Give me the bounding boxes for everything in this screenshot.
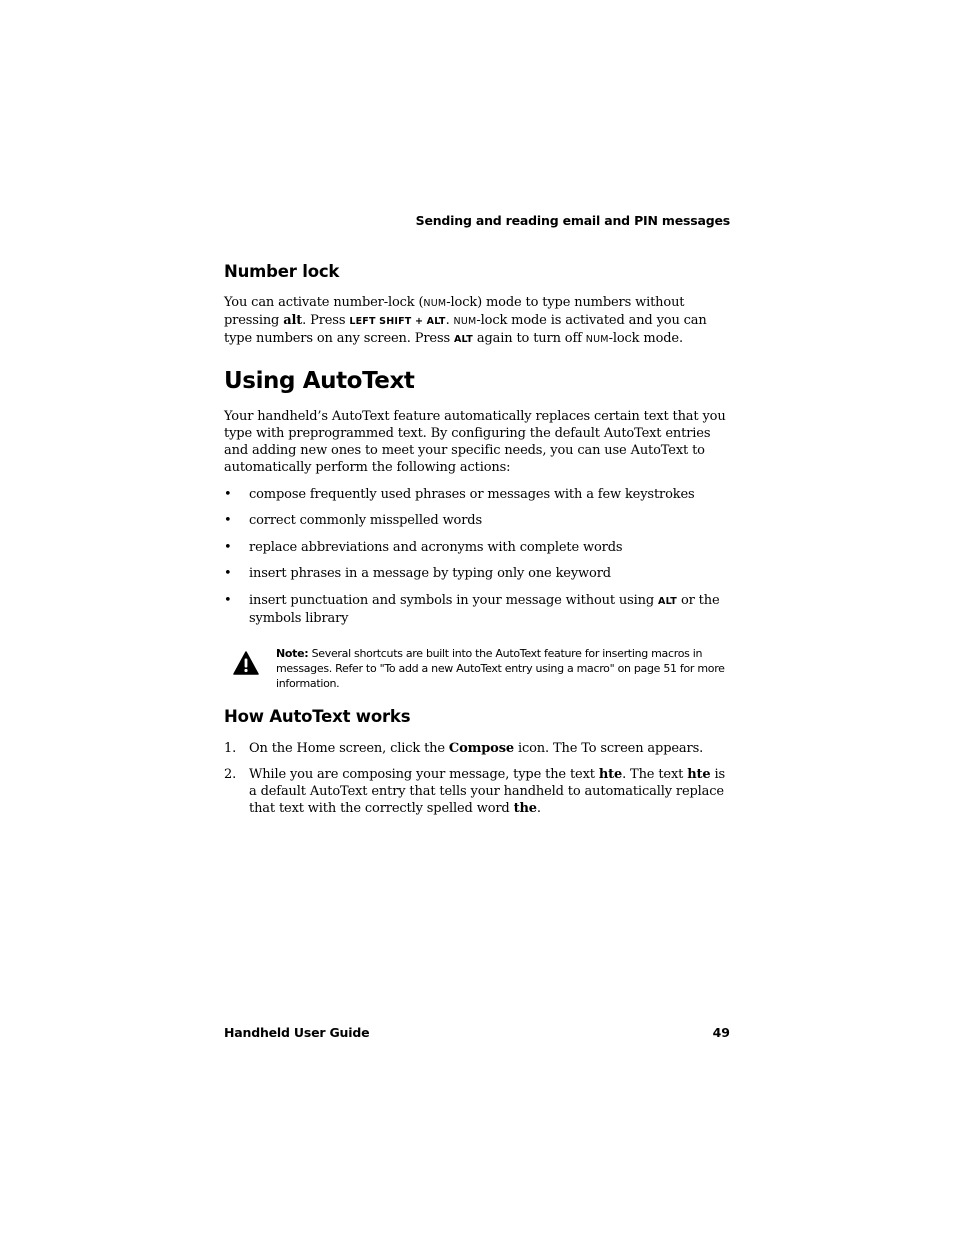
section-heading-how-autotext-works: How AutoText works: [224, 707, 411, 726]
bullet-marker: •: [224, 513, 232, 528]
footer-guide-title: Handheld User Guide: [224, 1025, 370, 1040]
list-item: 1. On the Home screen, click the Compose icon. The To screen appears.: [224, 741, 704, 756]
note-text: Note: Several shortcuts are built into the AutoText feature for inserting macros in messages. Refer to "To add a new AutoText entry using a macro" on page 51 for more information.: [276, 647, 725, 690]
bullet-marker: •: [224, 487, 232, 502]
list-item: • replace abbreviations and acronyms with complete words: [224, 540, 623, 555]
the-bold-text: the: [513, 801, 537, 816]
list-item: 2. While you are composing your message, type the text hte. The text hte is a default AutoText entry that tells your handheld to automatically replace that text with the correctly spelled word the.: [224, 767, 725, 816]
how-autotext-steps-list: [224, 740, 734, 817]
bullet-marker: •: [224, 593, 232, 608]
hte-bold-text: hte: [687, 767, 711, 782]
running-header: Sending and reading email and PIN messages: [415, 213, 730, 228]
section-heading-number-lock: Number lock: [224, 262, 340, 281]
alt-key-label: ALT: [658, 596, 677, 607]
num-key-label: NUM: [423, 298, 447, 309]
footer-page-number: 49: [712, 1025, 730, 1040]
list-item: • compose frequently used phrases or messages with a few keystrokes: [224, 487, 695, 502]
step-number: 1.: [224, 741, 237, 756]
warning-triangle-icon: [233, 651, 259, 675]
list-item: • insert phrases in a message by typing only one keyword: [224, 566, 611, 581]
alt-bold-text: alt: [283, 313, 303, 328]
key-combo-label: LEFT SHIFT + ALT: [349, 316, 446, 327]
list-item: • correct commonly misspelled words: [224, 513, 482, 528]
bullet-marker: •: [224, 566, 232, 581]
autotext-intro-paragraph: Your handheld’s AutoText feature automatically replaces certain text that you type with preprogrammed text. By configuring the default AutoText entries and adding new ones to meet your specific needs, you can use AutoText to automatically perform the following actions:: [224, 409, 726, 475]
num-key-label: NUM: [453, 316, 477, 327]
section-heading-using-autotext: Using AutoText: [224, 368, 415, 394]
list-item: • insert punctuation and symbols in your message without using ALT or the symbols library: [224, 593, 720, 626]
hte-bold-text: hte: [598, 767, 623, 782]
note-label: Note:: [276, 647, 309, 660]
number-lock-paragraph: You can activate number-lock (NUM-lock) mode to type numbers without pressing alt. Press LEFT SHIFT + ALT. NUM-lock mode is activated and you can type numbers on any screen. Press ALT again to turn off NUM-lock mode.: [224, 295, 707, 346]
note-callout: [233, 646, 733, 694]
step-number: 2.: [224, 767, 237, 782]
num-key-label: NUM: [585, 334, 609, 345]
bullet-marker: •: [224, 540, 232, 555]
autotext-actions-list: [224, 486, 734, 627]
compose-bold-text: Compose: [448, 741, 514, 756]
alt-key-label: ALT: [453, 334, 473, 345]
